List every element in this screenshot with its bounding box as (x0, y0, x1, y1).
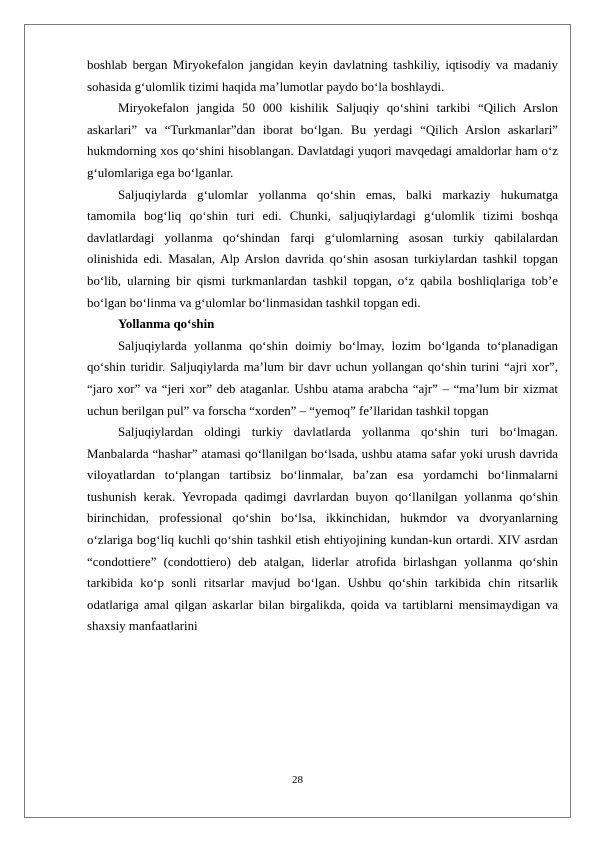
paragraph-continuation: boshlab bergan Miryokefalon jangidan keyin davlatning tashkiliy, iqtisodiy va madaniy sohasida g‘ulomlik tizimi haqida ma’lumotlar paydo bo‘la boshlaydi. (87, 58, 558, 94)
page-number: 28 (292, 774, 303, 786)
paragraph-mercenary-definition: Saljuqiylarda yollanma qo‘shin doimiy bo‘lmay, lozim bo‘lganda to‘planadigan qo‘shin turidir. Saljuqiylarda ma’lum bir davr uchun yollangan qo‘shin turini “ajri xor”, “jaro xor” va “jeri xor” deb ataganlar. Ushbu atama arabcha “ajr” – “ma’lum bir xizmat uchun berilgan pul” va forscha “xorden” – “yemoq” fe’llaridan tashkil topgan (87, 338, 558, 418)
paragraph-miryokefalon-army: Miryokefalon jangida 50 000 kishilik Saljuqiy qo‘shini tarkibi “Qilich Arslon askarlari” va “Turkmanlar”dan iborat bo‘lgan. Bu yerdagi “Qilich Arslon askarlari” hukmdorning xos qo‘shini hisoblangan. Davlatdagi yuqori mavqedagi amaldorlar ham o‘z g‘ulomlariga ega bo‘lganlar. (87, 101, 558, 180)
section-heading: Yollanma qo‘shin (118, 317, 215, 332)
paragraph-mercenary-history: Saljuqiylardan oldingi turkiy davlatlarda yollanma qo‘shin turi bo‘lmagan. Manbalarda “hashar” atamasi qo‘llanilgan bo‘lsada, ushbu atama safar yoki urush davrida viloyatlardan to‘plangan tartibsiz bo‘linmalar, ba’zan esa yordamchi bo‘linmalarni tushunish kerak. Yevropada qadimgi davrlardan buyon qo‘llanilgan yollanma qo‘shin birinchidan, professional qo‘shin bo‘lsa, ikkinchidan, hukmdor va dvoryanlarning o‘zlariga bog‘liq kuchli qo‘shin tashkil etish ehtiyojining kundan-kun ortardi. XIV asrdan “condottiere” (condottiero) deb atalgan, liderlar atrofida birlashgan yollanma qo‘shin tarkibida ko‘p sonli ritsarlar mavjud bo‘lgan. Ushbu qo‘shin tarkibida chin ritsarlik odatlariga amal qilgan askarlar bilan birgalikda, qoida va tartiblarni mensimaydigan va shaxsiy manfaatlarini (87, 425, 558, 634)
document-body (87, 55, 558, 638)
paragraph-gulom-system: Saljuqiylarda g‘ulomlar yollanma qo‘shin emas, balki markaziy hukumatga tamomila bog‘liq qo‘shin turi edi. Chunki, saljuqiylardagi g‘ulomlik tizimi boshqa davlatlardagi yollanma qo‘shindan farqi g‘ulomlarning asosan turkiy qabilalardan olinishida edi. Masalan, Alp Arslon davrida qo‘shin asosan turkiylardan tashkil topgan bo‘lib, ularning bir qismi turkmanlardan tashkil topgan, o‘z qabila boshliqlariga tob’e bo‘lgan bo‘linma va g‘ulomlar bo‘linmasidan tashkil topgan edi. (87, 187, 558, 310)
